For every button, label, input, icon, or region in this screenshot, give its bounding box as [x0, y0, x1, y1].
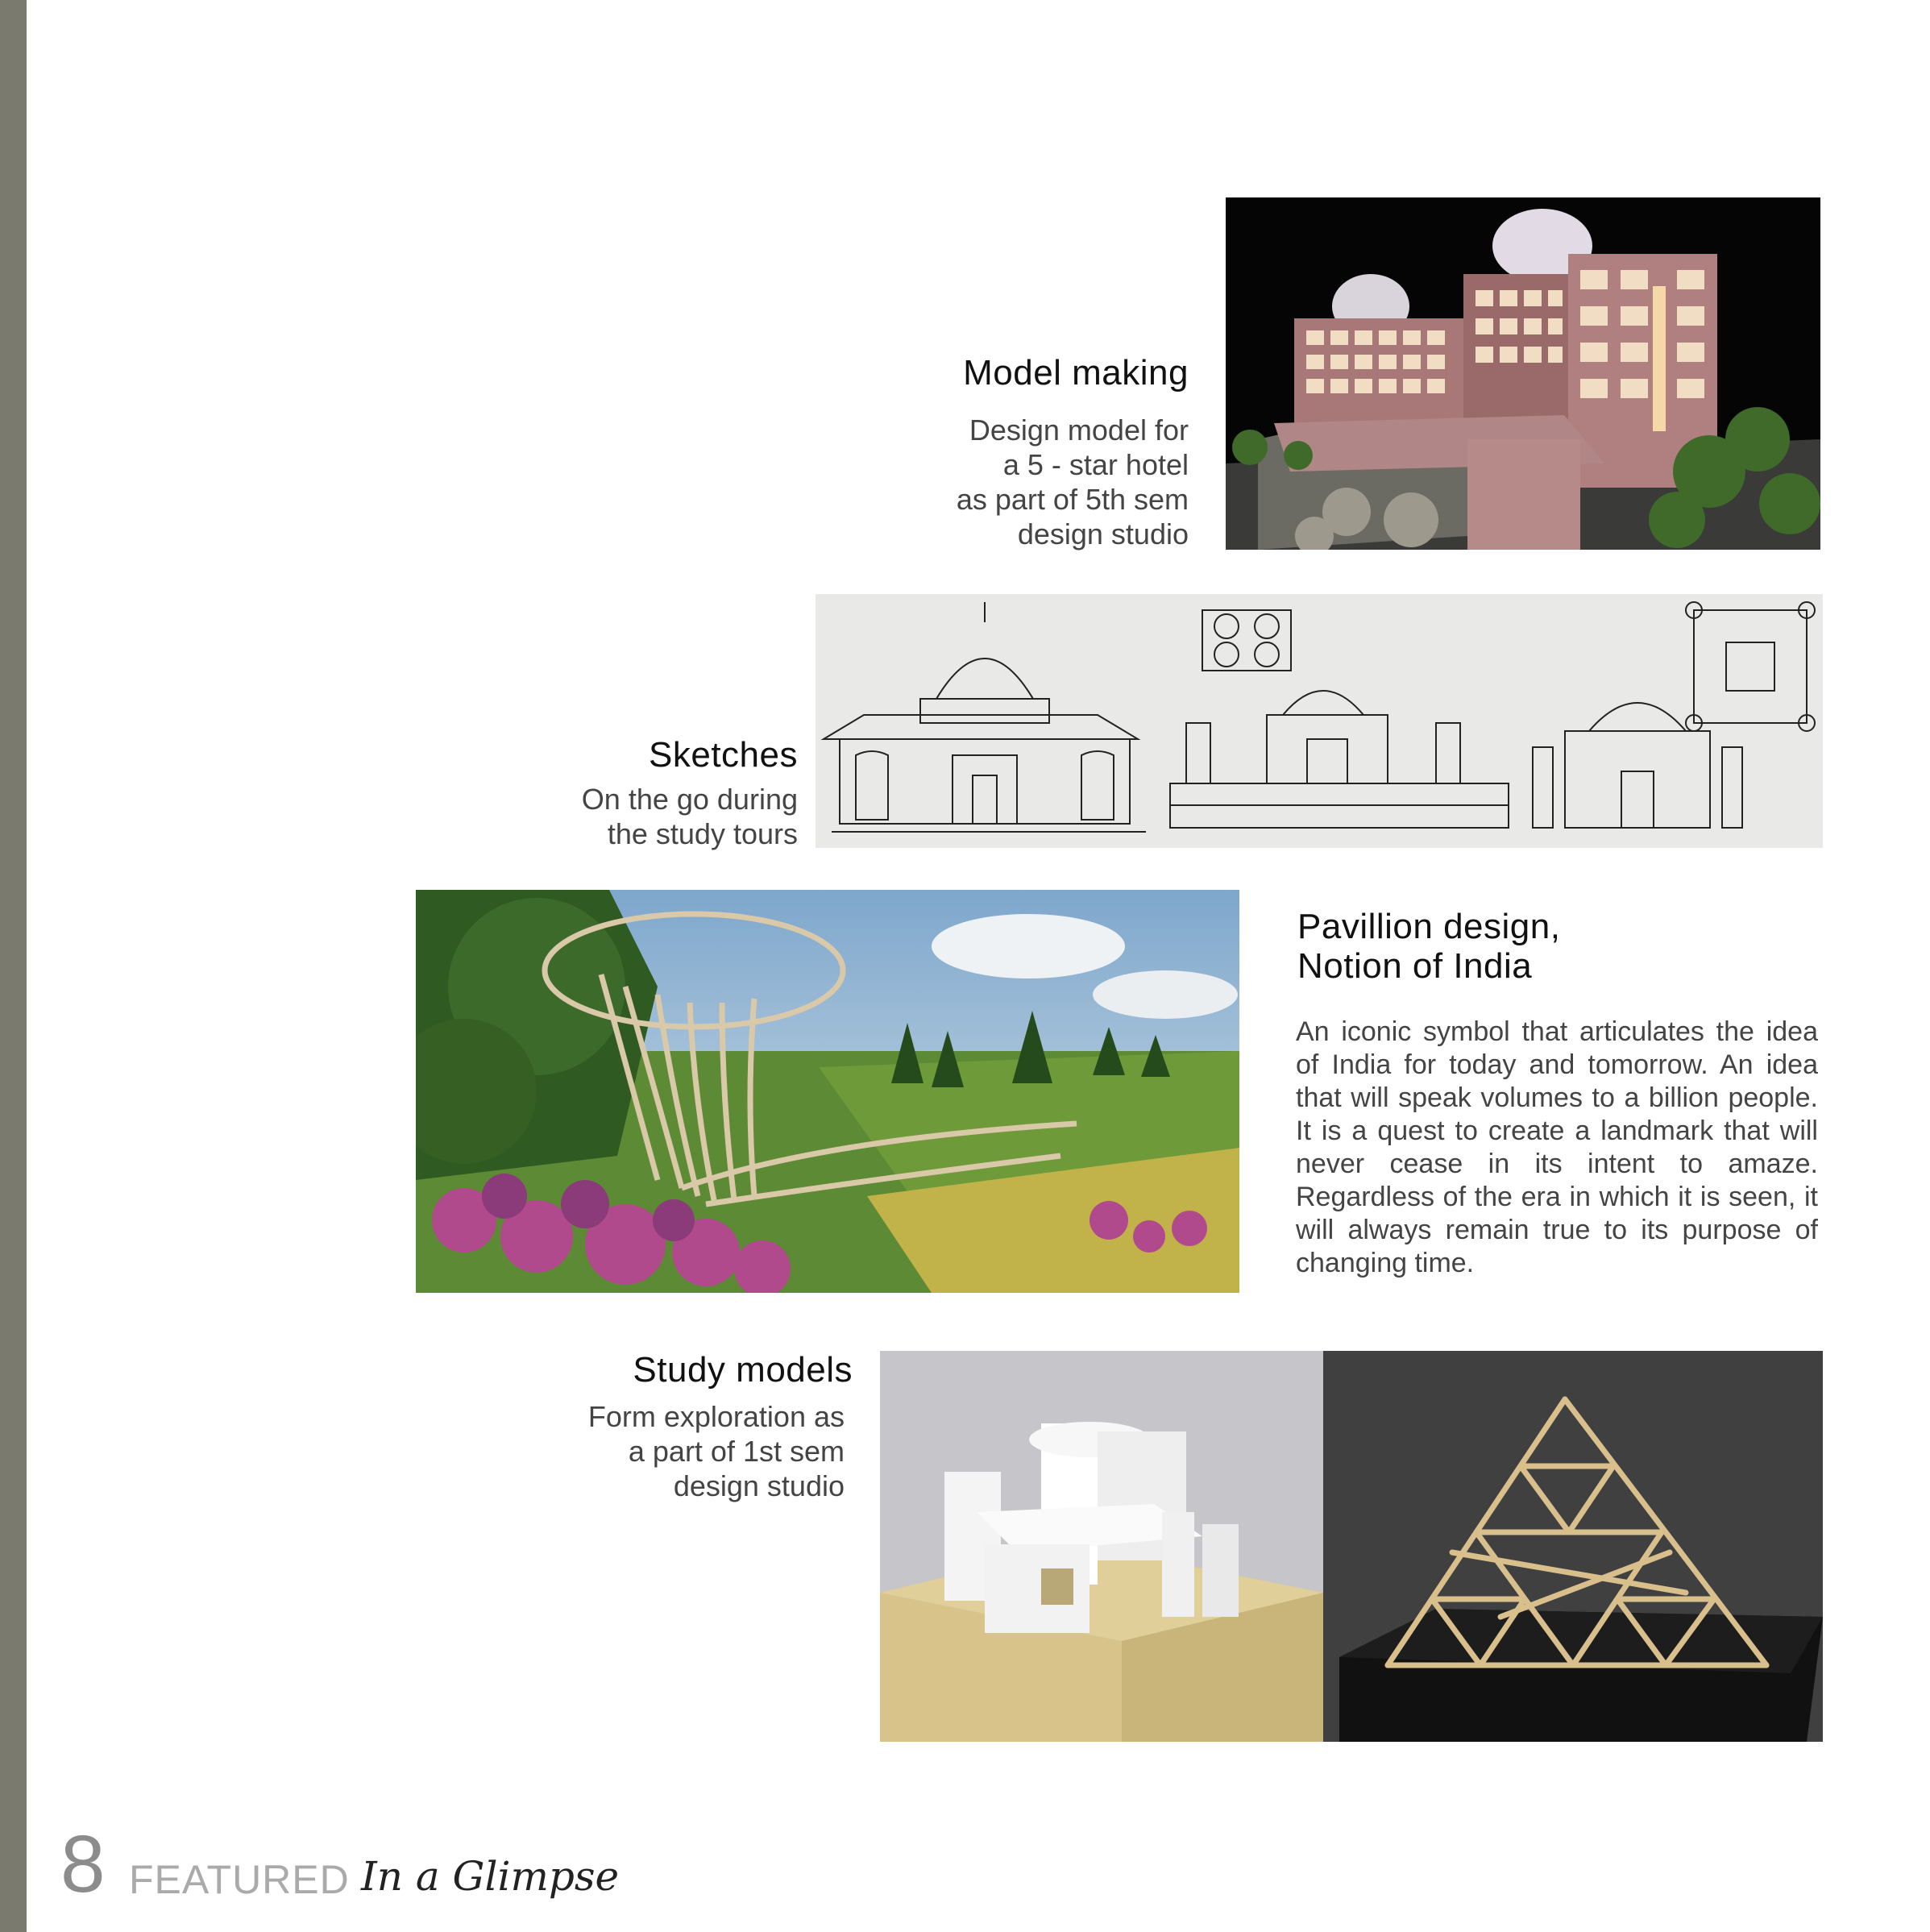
pavilion-title: [1297, 907, 1560, 986]
sketches-description: [516, 782, 798, 851]
desc-line: a part of 1st sem: [628, 1435, 845, 1468]
study-models-title: Study models: [633, 1350, 853, 1390]
white-block-model-photo: [880, 1351, 1323, 1742]
desc-line: Design model for: [969, 413, 1189, 447]
pavilion-render: [416, 890, 1239, 1293]
study-models-description: [532, 1399, 845, 1503]
left-margin-bar: [0, 0, 27, 1932]
triangular-frame-model-photo: [1323, 1351, 1823, 1742]
desc-line: design studio: [673, 1469, 845, 1502]
desc-line: as part of 5th sem: [956, 483, 1189, 516]
section-label: FEATURED: [129, 1857, 350, 1902]
model-making-title: Model making: [963, 353, 1189, 393]
desc-line: design studio: [1017, 517, 1189, 551]
model-making-description: [854, 413, 1189, 551]
desc-line: On the go during: [581, 783, 798, 816]
page-number: 8: [60, 1819, 106, 1909]
desc-line: Form exploration as: [587, 1400, 845, 1433]
study-tour-sketches: [816, 594, 1823, 848]
pavilion-description: An iconic symbol that articulates the idea of India for today and tomorrow. An idea that will speak volumes to a billion people. It is a quest to create a landmark that will never cease in its intent to amaze. Regardless of the era in which it is seen, it will always remain true to its purpose of changing time.: [1296, 1016, 1818, 1278]
desc-line: the study tours: [607, 817, 798, 850]
desc-line: a 5 - star hotel: [1002, 448, 1189, 481]
hotel-model-photo: [1226, 197, 1820, 550]
pavilion-title-line: Notion of India: [1297, 946, 1533, 986]
sketches-title: Sketches: [649, 735, 798, 775]
publication-script-title: In a Glimpse: [361, 1853, 620, 1900]
pavilion-title-line: Pavillion design,: [1297, 907, 1561, 946]
